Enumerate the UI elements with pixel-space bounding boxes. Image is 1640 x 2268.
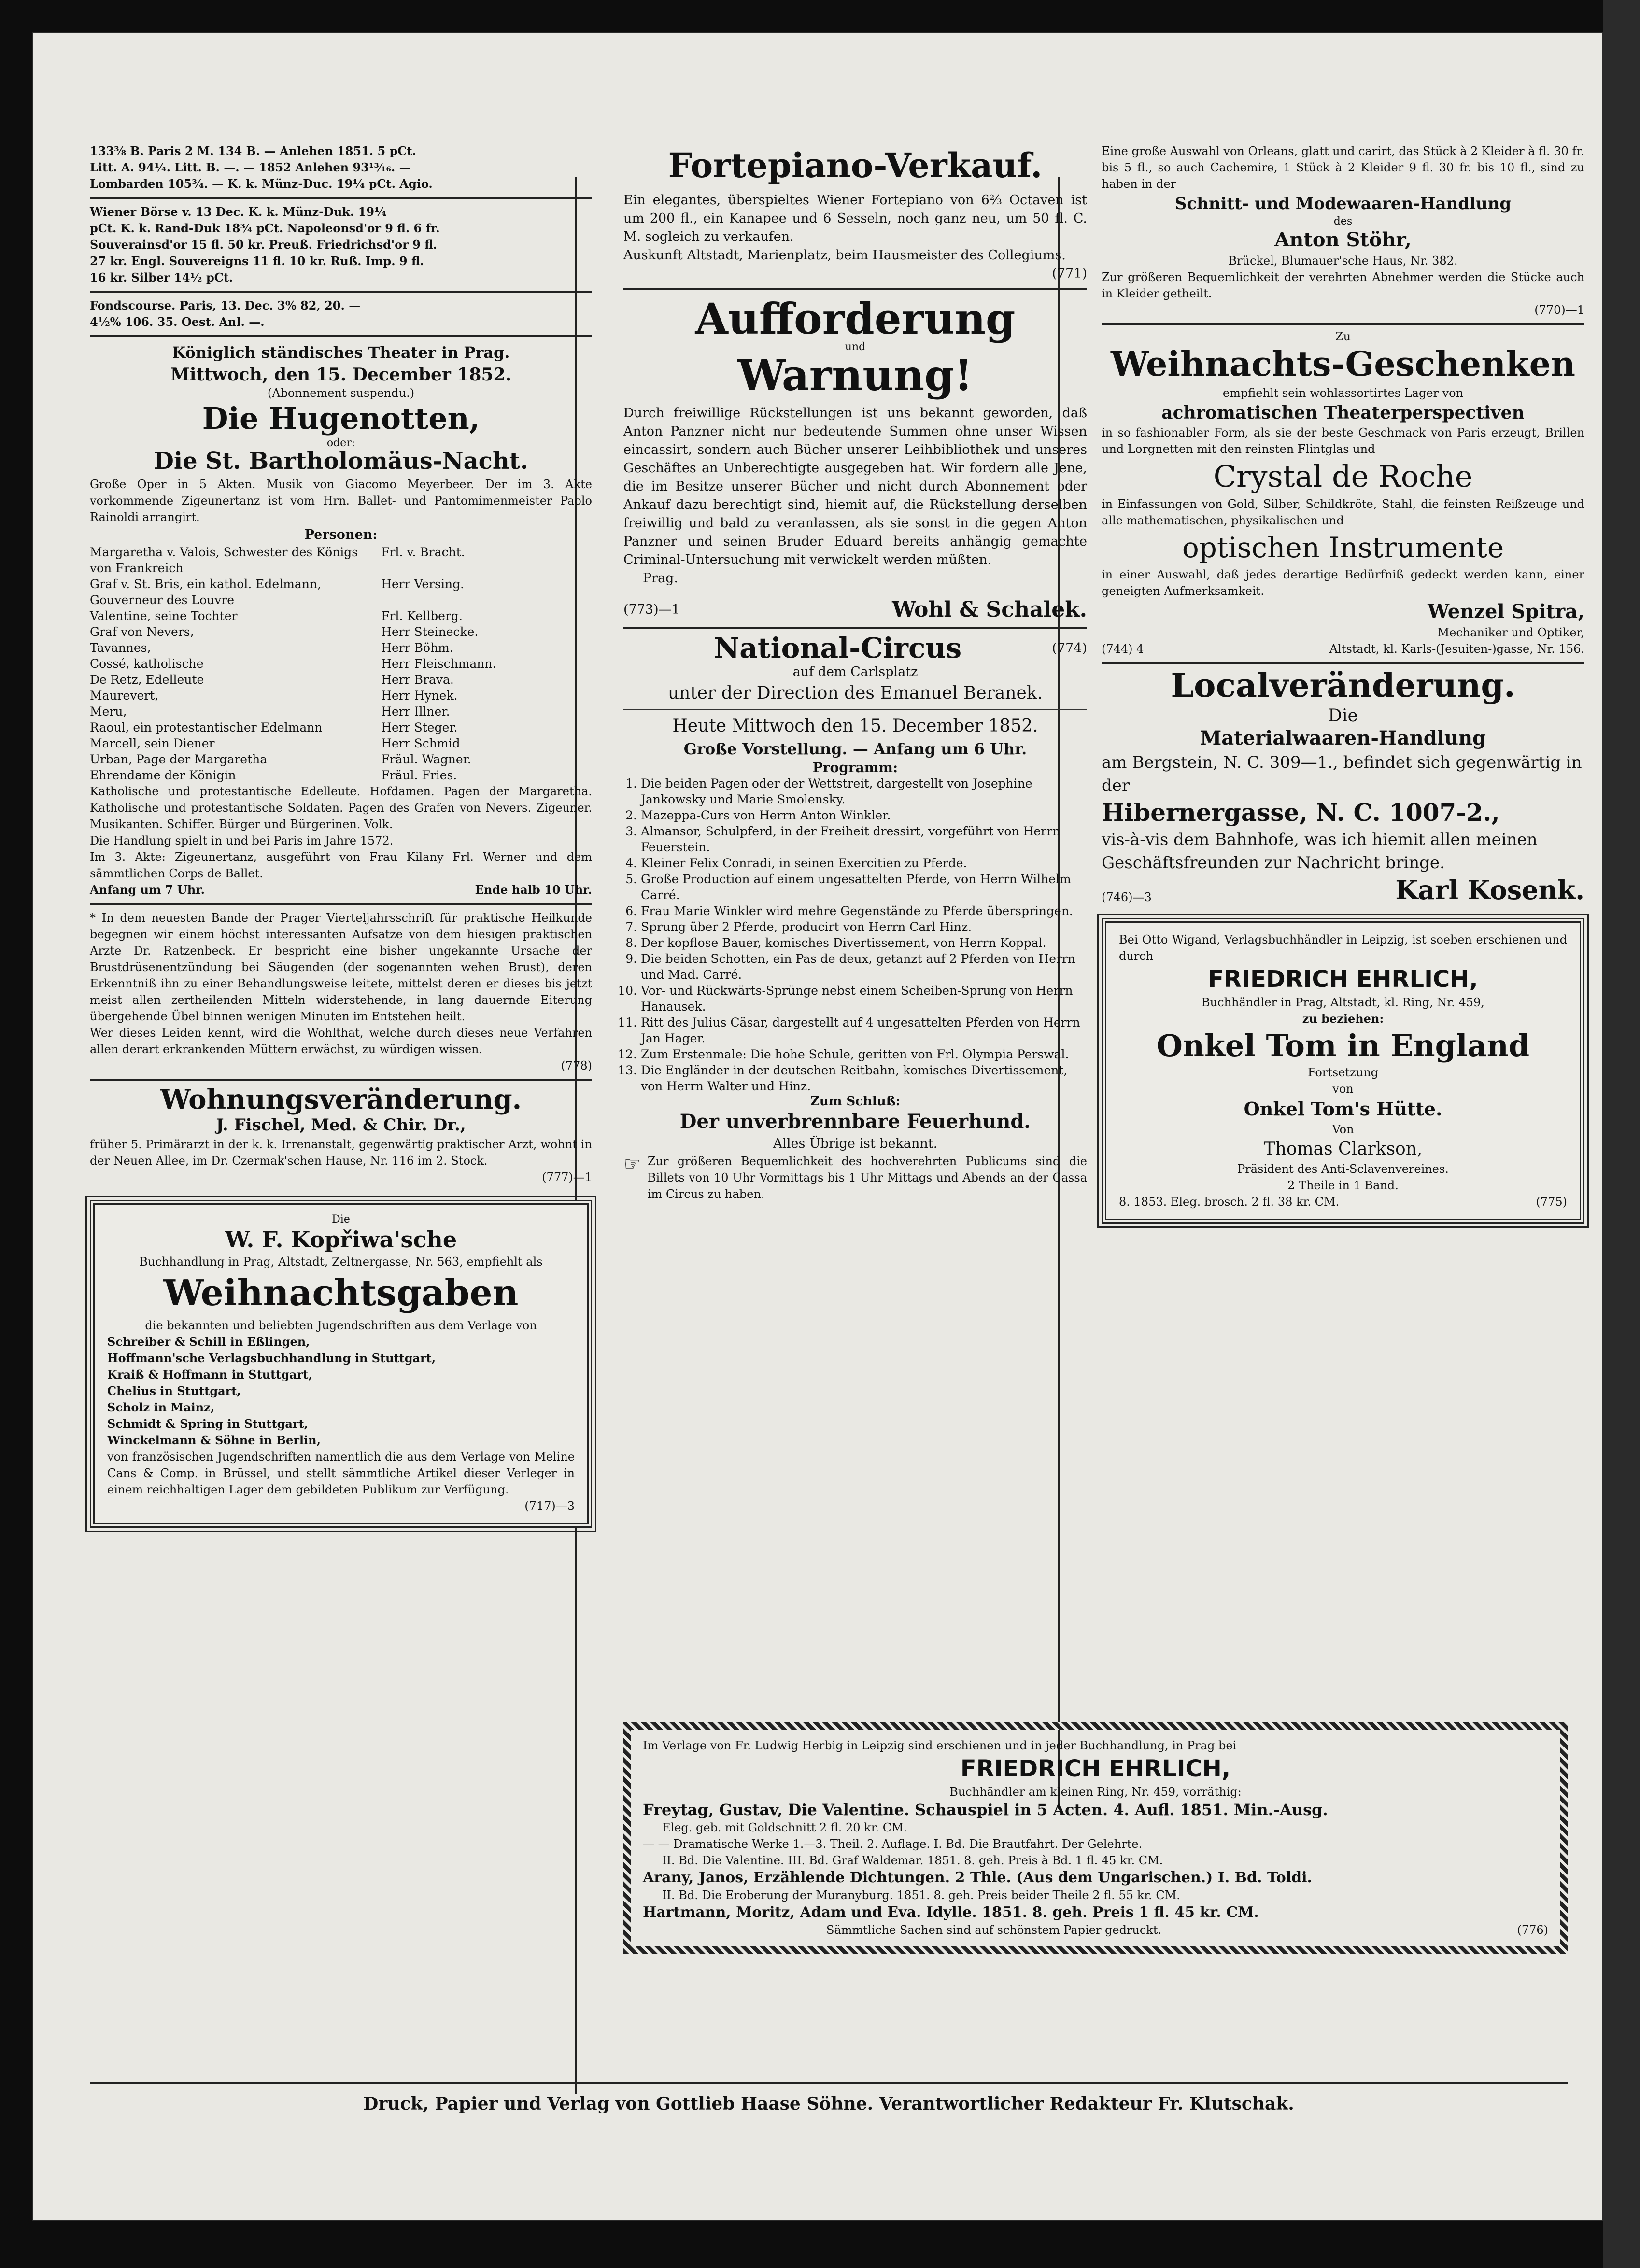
- programme-item: 4. Kleiner Felix Conradi, in seinen Exercitien zu Pferde.: [641, 855, 1087, 871]
- ad-title: Fortepiano-Verkauf.: [668, 145, 1043, 185]
- circus-ad: [623, 634, 1087, 1202]
- cast-actor: Herr Versing.: [381, 577, 465, 592]
- product-highlight: Crystal de Roche: [1213, 458, 1473, 494]
- act3-note: Im 3. Akte: Zigeunertanz, ausgeführt von Frau Kilany Frl. Werner und dem sämmtlichen Corps de Ballet.: [90, 850, 592, 881]
- place-label: Prag.: [643, 571, 679, 586]
- market-line: pCt. K. k. Rand-Duk 18¾ pCt. Napoleonsd'or 9 fl. 6 fr.: [90, 221, 440, 235]
- circus-title-row: [623, 634, 1087, 663]
- cast-actor: Frl. Kellberg.: [381, 609, 463, 623]
- herbig-ad-frame: [623, 1722, 1568, 1954]
- ad-number: (744) 4: [1102, 642, 1144, 656]
- bookseller-name: FRIEDRICH EHRLICH,: [1208, 965, 1478, 993]
- shop-address: Brückel, Blumauer'sche Haus, Nr. 382.: [1228, 254, 1458, 268]
- price-row: [1119, 1194, 1567, 1210]
- market-line: 4½% 106. 35. Oest. Anl. —.: [90, 315, 265, 329]
- column-2: [623, 143, 1087, 1202]
- setting-text: Die Handlung spielt in und bei Paris im Jahre 1572.: [90, 834, 394, 848]
- ad-number: (778): [561, 1059, 592, 1073]
- cast-role: Marcell, sein Diener: [90, 736, 215, 751]
- ensemble-text: Katholische und protestantische Edelleute. Hofdamen. Pagen der Margaretha. Katholische und protestantische Soldaten. Pagen des Grafen von Nevers. Zigeuner. Musikanten. Schiffer. Bürger und Bürgerinen. Volk.: [90, 785, 592, 831]
- ad-text: die bekannten und beliebten Jugendschriften aus dem Verlage von: [145, 1318, 537, 1332]
- ad-title: Weihnachts-Geschenken: [1110, 344, 1576, 384]
- divider: [90, 1079, 592, 1081]
- ad-text: Eine große Auswahl von Orleans, glatt und carirt, das Stück à 2 Kleider à fl. 30 fr. bis 5 fl., so auch Cachemire, 1 Stück à 2 Kleider 9 fl. 30 fr. bis 10 fl., sind zu haben in der: [1102, 144, 1584, 191]
- programme-item: 2. Mazeppa-Curs von Herrn Anton Winkler.: [641, 807, 1087, 823]
- theater-header: Königlich ständisches Theater in Prag.: [172, 343, 510, 362]
- publisher-item: Kraiß & Hoffmann in Stuttgart,: [107, 1367, 312, 1381]
- programme-list: [623, 775, 1087, 1094]
- cast-actor: Herr Fleischmann.: [381, 657, 496, 671]
- circus-direction: unter der Direction des Emanuel Beranek.: [667, 683, 1043, 704]
- von-label: Von: [1332, 1122, 1354, 1136]
- publisher-item: Schreiber & Schill in Eßlingen,: [107, 1334, 310, 1349]
- programme-item: 10. Vor- und Rückwärts-Sprünge nebst einem Scheiben-Sprung von Herrn Hanausek.: [641, 983, 1087, 1014]
- signature-row: [1102, 874, 1584, 905]
- opera-subtitle: Die St. Bartholomäus-Nacht.: [154, 448, 528, 475]
- ticket-info: [623, 1153, 1087, 1202]
- original-book: Onkel Tom's Hütte.: [1244, 1098, 1442, 1120]
- divider: [90, 903, 592, 905]
- theater-announcement: [90, 342, 592, 898]
- cast-role: Graf von Nevers,: [90, 625, 194, 639]
- ad-number: (774): [1052, 640, 1087, 656]
- cast-role: Graf v. St. Bris, ein kathol. Edelmann, Gouverneur des Louvre: [90, 577, 321, 607]
- market-line: 27 kr. Engl. Souvereigns 11 fl. 10 kr. Ruß. Imp. 9 fl.: [90, 254, 424, 268]
- market-report-1: [90, 143, 592, 192]
- product-highlight: optischen Instrumente: [1182, 531, 1504, 564]
- programme-item: 3. Almansor, Schulpferd, in der Freiheit dressirt, vorgeführt von Herrn Feuerstein.: [641, 823, 1087, 855]
- zu-label: zu beziehen:: [1302, 1011, 1384, 1026]
- author-role: Präsident des Anti-Sclavenvereines.: [1237, 1162, 1449, 1176]
- wigand-ad: [1102, 918, 1584, 1224]
- ad-text: in so fashionabler Form, als sie der beste Geschmack von Paris erzeugt, Brillen und Lorgnetten mit den reinsten Flintglas und: [1102, 425, 1584, 456]
- circus-show: Große Vorstellung. — Anfang um 6 Uhr.: [683, 740, 1027, 759]
- publisher-item: Hoffmann'sche Verlagsbuchhandlung in Stuttgart,: [107, 1351, 436, 1365]
- ad-text: Bei Otto Wigand, Verlagsbuchhändler in Leipzig, ist soeben erschienen und durch: [1119, 932, 1567, 963]
- book-note-row: [643, 1922, 1548, 1938]
- divider: [623, 288, 1087, 290]
- notice-text: * In dem neuesten Bande der Prager Vierteljahrsschrift für praktische Heilkunde begegnen wir einem höchst interessanten Aufsatze von dem hiesigen praktischen Arzte Dr. Ratzenbeck. Er bespricht eine bisher ungekannte Ursache der Brustdrüsenentzündung bei Säugenden (der sogenannten wehen Brust), deren Erkenntniß ihn zu einer Behandlungsweise leitete, mittelst deren er dieses bis jetzt meist allen zertheilenden Mitteln widerstehende, in lang dauernde Eiterung übergehende Übel binnen wenigen Minuten im Entstehen heilt.: [90, 911, 592, 1024]
- publisher-list: [107, 1334, 575, 1449]
- market-line: Lombarden 105¾. — K. k. Münz-Duc. 19¼ pCt. Agio.: [90, 177, 433, 191]
- cast-actor: Herr Steinecke.: [381, 625, 479, 639]
- cast-role: Cossé, katholische: [90, 657, 204, 671]
- cast-role: Tavannes,: [90, 641, 151, 655]
- divider: [1102, 323, 1584, 325]
- imprint-footer: Druck, Papier und Verlag von Gottlieb Haase Söhne. Verantwortlicher Redakteur Fr. Klutschak.: [363, 2094, 1294, 2114]
- column-3: [1102, 143, 1584, 1224]
- programme-item: 12. Zum Erstenmale: Die hohe Schule, geritten von Frl. Olympia Perswal.: [641, 1046, 1087, 1062]
- opera-description: Große Oper in 5 Akten. Musik von Giacomo Meyerbeer. Der im 3. Akte vorkommende Zigeunertanz ist vom Hrn. Ballet- und Pantomimenmeister Paolo Rainoldi arrangirt.: [90, 478, 592, 524]
- cast-actor: Herr Illner.: [381, 704, 450, 719]
- cast-actor: Herr Hynek.: [381, 689, 458, 703]
- cast-actor: Herr Brava.: [381, 673, 454, 687]
- shop-name: Materialwaaren-Handlung: [1200, 726, 1486, 749]
- market-line: Souverainsd'or 15 fl. 50 kr. Preuß. Friedrichsd'or 9 fl.: [90, 238, 437, 252]
- cast-list: [90, 544, 592, 783]
- signature: Karl Kosenk.: [1395, 874, 1584, 905]
- start-time: Anfang um 7 Uhr.: [90, 883, 205, 897]
- warning-ad: [623, 293, 1087, 622]
- divider: [623, 709, 1087, 710]
- cast-actor: Fräul. Wagner.: [381, 752, 471, 767]
- doctor-name: J. Fischel, Med. & Chir. Dr.,: [216, 1115, 466, 1135]
- die-label: Die: [1328, 705, 1358, 726]
- finale-title: Der unverbrennbare Feuerhund.: [679, 1110, 1031, 1133]
- market-report-3: [90, 297, 592, 330]
- opera-title: Die Hugenotten,: [202, 401, 480, 436]
- cast-role: De Retz, Edelleute: [90, 673, 204, 687]
- divider: [1102, 662, 1584, 664]
- ad-text: am Bergstein, N. C. 309—1., befindet sich gegenwärtig in der: [1102, 752, 1582, 795]
- book-note: Sämmtliche Sachen sind auf schönstem Papier gedruckt.: [826, 1923, 1162, 1937]
- finale-heading: Zum Schluß:: [810, 1094, 901, 1109]
- ad-text: empfiehlt sein wohlassortirtes Lager von: [1222, 386, 1464, 400]
- market-report-2: [90, 204, 592, 286]
- circus-location: auf dem Carlsplatz: [792, 664, 918, 680]
- page-edge: [1603, 0, 1640, 2268]
- ad-number: (777)—1: [542, 1170, 592, 1184]
- book-line: II. Bd. Die Valentine. III. Bd. Graf Waldemar. 1851. 8. geh. Preis à Bd. 1 fl. 45 kr. CM.: [662, 1854, 1163, 1867]
- ad-text: früher 5. Primärarzt in der k. k. Irrenanstalt, gegenwärtig praktischer Arzt, wohnt in der Neuen Allee, im Dr. Czermak'schen Hause, Nr. 116 im 2. Stock.: [90, 1138, 592, 1168]
- cast-role: Ehrendame der Königin: [90, 768, 236, 783]
- bookshop-name: W. F. Kopřiwa'sche: [225, 1226, 457, 1253]
- book-line: Eleg. geb. mit Goldschnitt 2 fl. 20 kr. CM.: [662, 1821, 907, 1834]
- merchant-name: Anton Stöhr,: [1274, 228, 1412, 251]
- und-label: und: [845, 340, 866, 353]
- market-line: Wiener Börse v. 13 Dec. K. k. Münz-Duk. 19¼: [90, 205, 387, 219]
- merchant-name: Wenzel Spitra,: [1428, 600, 1584, 623]
- signature-row: [623, 597, 1087, 622]
- publisher-item: Chelius in Stuttgart,: [107, 1383, 241, 1398]
- ad-title-2: Warnung!: [737, 350, 973, 400]
- orleans-ad: [1102, 143, 1584, 318]
- ad-text: Durch freiwillige Rückstellungen ist uns bekannt geworden, daß Anton Panzner nicht nur bedeutende Summen ohne unser Wissen eincassirt, sondern auch Bücher unserer Leihbibliothek und unseres Geschäftes an Unberechtigte ausgegeben hat. Wir fordern alle Jene, die im Besitze unserer Bücher und nicht durch Abonnement oder Ankauf dazu berechtigt sind, hiemit auf, die Rückstellung derselben freiwillig und bald zu veranlassen, als sie sonst in die gegen Anton Panzner und seinen Bruder Eduard bereits anhängig gemachte Criminal-Untersuchung mit verwickelt werden müßten.: [623, 406, 1087, 568]
- newspaper-page: [32, 32, 1603, 2221]
- pointing-hand-icon: ☞: [623, 1153, 641, 1176]
- ad-number: (773)—1: [623, 602, 680, 617]
- ad-note: Zur größeren Bequemlichkeit der verehrten Abnehmer werden die Stücke auch in Kleider getheilt.: [1102, 270, 1584, 300]
- ad-text: in Einfassungen von Gold, Silber, Schildkröte, Stahl, die feinsten Reißzeuge und alle mathematischen, physikalischen und: [1102, 497, 1584, 527]
- programme-item: 11. Ritt des Julius Cäsar, dargestellt auf 4 ungesattelten Pferden von Herrn Jan Hager.: [641, 1014, 1087, 1046]
- end-time: Ende halb 10 Uhr.: [475, 883, 592, 897]
- ad-title: Wohnungsveränderung.: [160, 1084, 522, 1116]
- publisher-item: Winckelmann & Söhne in Berlin,: [107, 1433, 321, 1447]
- cast-actor: Herr Steger.: [381, 720, 458, 735]
- shop-address: Altstadt, kl. Karls-(Jesuiten-)gasse, Nr. 156.: [1329, 642, 1584, 656]
- signature: Wohl & Schalek.: [892, 597, 1087, 622]
- book-line: — — Dramatische Werke 1.—3. Theil. 2. Auflage. I. Bd. Die Brautfahrt. Der Gelehrte.: [643, 1837, 1143, 1851]
- divider: [90, 291, 592, 293]
- cast-actor: Herr Böhm.: [381, 641, 453, 655]
- footer-rule: [90, 2082, 1568, 2084]
- divider: [90, 197, 592, 199]
- cast-role: Margaretha v. Valois, Schwester des Königs von Frankreich: [90, 545, 358, 576]
- column-1: [90, 143, 592, 1528]
- circus-date: Heute Mittwoch den 15. December 1852.: [672, 716, 1038, 736]
- programme-item: 8. Der kopflose Bauer, komisches Divertissement, von Herrn Koppal.: [641, 935, 1087, 951]
- programme-item: 7. Sprung über 2 Pferde, producirt von Herrn Carl Hinz.: [641, 919, 1087, 935]
- merchant-role: Mechaniker und Optiker,: [1437, 625, 1584, 639]
- wohnung-ad: [90, 1085, 592, 1185]
- new-address: Hibernergasse, N. C. 1007-2.,: [1102, 798, 1500, 827]
- oder-label: oder:: [326, 437, 355, 450]
- book-line: Arany, Janos, Erzählende Dichtungen. 2 Thle. (Aus dem Ungarischen.) I. Bd. Toldi.: [643, 1869, 1312, 1886]
- book-line: Freytag, Gustav, Die Valentine. Schauspiel in 5 Acten. 4. Aufl. 1851. Min.-Ausg.: [643, 1801, 1328, 1819]
- programme-heading: Programm:: [812, 760, 898, 776]
- ad-number: (746)—3: [1102, 890, 1152, 904]
- die-label: Die: [332, 1213, 350, 1226]
- programme-item: 6. Frau Marie Winkler wird mehre Gegenstände zu Pferde überspringen.: [641, 903, 1087, 919]
- book-line: II. Bd. Die Eroberung der Muranyburg. 1851. 8. geh. Preis beider Theile 2 fl. 55 kr. CM.: [662, 1888, 1180, 1902]
- book-line: Hartmann, Moritz, Adam und Eva. Idylle. 1851. 8. geh. Preis 1 fl. 45 kr. CM.: [643, 1904, 1259, 1921]
- cast-role: Urban, Page der Margaretha: [90, 752, 268, 767]
- ad-text: Im Verlage von Fr. Ludwig Herbig in Leipzig sind erschienen und in jeder Buchhandlung, in Prag bei: [643, 1739, 1237, 1752]
- fortepiano-ad: [623, 145, 1087, 283]
- ad-number: (770)—1: [1534, 303, 1584, 317]
- ad-number: (776): [1517, 1923, 1548, 1937]
- ad-number: (771): [1052, 266, 1087, 281]
- ad-number: (775): [1536, 1195, 1567, 1209]
- von-label: von: [1332, 1082, 1354, 1096]
- fort-label: Fortsetzung: [1308, 1065, 1378, 1079]
- cast-role: Meru,: [90, 704, 127, 719]
- cast-actor: Fräul. Fries.: [381, 768, 457, 783]
- ad-text-2: von französischen Jugendschriften namentlich die aus dem Verlage von Meline Cans & Comp. in Brüssel, und stellt sämmtliche Artikel dieser Verleger in einem reichhaltigen Lager dem gebildeten Publikum zur Verfügung.: [107, 1450, 575, 1496]
- cast-role: Valentine, seine Tochter: [90, 609, 238, 623]
- ad-title: Aufforderung: [695, 293, 1016, 344]
- cast-role: Raoul, ein protestantischer Edelmann: [90, 720, 323, 735]
- christmas-optics-ad: [1102, 330, 1584, 657]
- book-title: Onkel Tom in England: [1156, 1028, 1530, 1063]
- cast-actor: Herr Schmid: [381, 736, 460, 751]
- market-line: 133⅜ B. Paris 2 M. 134 B. — Anlehen 1851. 5 pCt.: [90, 144, 416, 158]
- market-line: Fondscourse. Paris, 13. Dec. 3% 82, 20. —: [90, 298, 361, 312]
- publisher-item: Schmidt & Spring in Stuttgart,: [107, 1416, 308, 1431]
- bookseller-address: Buchhändler am kleinen Ring, Nr. 459, vorräthig:: [949, 1785, 1242, 1799]
- market-line: Litt. A. 94¼. Litt. B. —. — 1852 Anlehen 93¹³⁄₁₆. —: [90, 160, 411, 174]
- address-row: [1102, 641, 1584, 657]
- herbig-ad: [623, 1722, 1568, 1954]
- des-label: des: [1333, 215, 1353, 227]
- divider: [623, 627, 1087, 629]
- performance-date: Mittwoch, den 15. December 1852.: [170, 365, 512, 385]
- bookseller-address: Buchhändler in Prag, Altstadt, kl. Ring, Nr. 459,: [1202, 995, 1484, 1009]
- kopriwa-ad: [90, 1200, 592, 1528]
- product-line: achromatischen Theaterperspectiven: [1161, 402, 1525, 423]
- ad-title: Localveränderung.: [1171, 666, 1515, 705]
- relocation-ad: [1102, 666, 1584, 905]
- cast-heading: Personen:: [304, 527, 378, 543]
- zu-label: Zu: [1335, 330, 1351, 343]
- ad-text: Ein elegantes, überspieltes Wiener Fortepiano von 6⅔ Octaven ist um 200 fl., ein Kanapee und 6 Sesseln, noch ganz neu, um 50 fl. C. M. sogleich zu verkaufen.: [623, 192, 1087, 244]
- book-price: 8. 1853. Eleg. brosch. 2 fl. 38 kr. CM.: [1119, 1195, 1340, 1209]
- abonnement-note: (Abonnement suspendu.): [267, 386, 415, 400]
- ad-info: Auskunft Altstadt, Marienplatz, beim Hausmeister des Collegiums.: [623, 247, 1066, 263]
- ad-number: (717)—3: [524, 1499, 575, 1513]
- ad-text: in einer Auswahl, daß jedes derartige Bedürfniß gedeckt werden kann, einer geneigten Aufmerksamkeit.: [1102, 567, 1584, 598]
- volumes: 2 Theile in 1 Band.: [1287, 1178, 1399, 1192]
- programme-item: 1. Die beiden Pagen oder der Wettstreit, dargestellt von Josephine Jankowsky und Marie Smolensky.: [641, 775, 1087, 807]
- ad-title: National-Circus: [714, 632, 962, 665]
- bookshop-address: Buchhandlung in Prag, Altstadt, Zeltnergasse, Nr. 563, empfiehlt als: [139, 1255, 543, 1269]
- author-name: Thomas Clarkson,: [1263, 1139, 1423, 1159]
- bookseller-name: FRIEDRICH EHRLICH,: [960, 1755, 1231, 1782]
- divider: [90, 335, 592, 337]
- publisher-item: Scholz in Mainz,: [107, 1400, 215, 1414]
- time-row: [90, 882, 592, 898]
- book-list: [643, 1800, 1548, 1938]
- programme-item: 13. Die Engländer in der deutschen Reitbahn, komisches Divertissement, von Herrn Walter und Hinz.: [641, 1062, 1087, 1094]
- ad-headline: Weihnachtsgaben: [163, 1272, 519, 1314]
- cast-actor: Frl. v. Bracht.: [381, 545, 465, 560]
- market-line: 16 kr. Silber 14½ pCt.: [90, 270, 233, 284]
- ticket-text: Zur größeren Bequemlichkeit des hochverehrten Publicums sind die Billets von 10 Uhr Vormittags bis 1 Uhr Mittags und Abends an der Cassa im Circus zu haben.: [647, 1155, 1087, 1201]
- programme-item: 5. Große Production auf einem ungesattelten Pferde, von Herrn Wilhelm Carré.: [641, 871, 1087, 903]
- shop-name: Schnitt- und Modewaaren-Handlung: [1174, 194, 1512, 213]
- rest-note: Alles Übrige ist bekannt.: [773, 1136, 938, 1152]
- cast-role: Maurevert,: [90, 689, 159, 703]
- programme-item: 9. Die beiden Schotten, ein Pas de deux, getanzt auf 2 Pferden von Herrn und Mad. Carré.: [641, 951, 1087, 983]
- medical-notice: [90, 910, 592, 1074]
- ad-text-2: vis-à-vis dem Bahnhofe, was ich hiemit allen meinen Geschäftsfreunden zur Nachricht bringe.: [1102, 830, 1538, 873]
- notice-text-2: Wer dieses Leiden kennt, wird die Wohlthat, welche durch dieses neue Verfahren allen derart erkrankenden Müttern erwächst, zu würdigen wissen.: [90, 1026, 592, 1057]
